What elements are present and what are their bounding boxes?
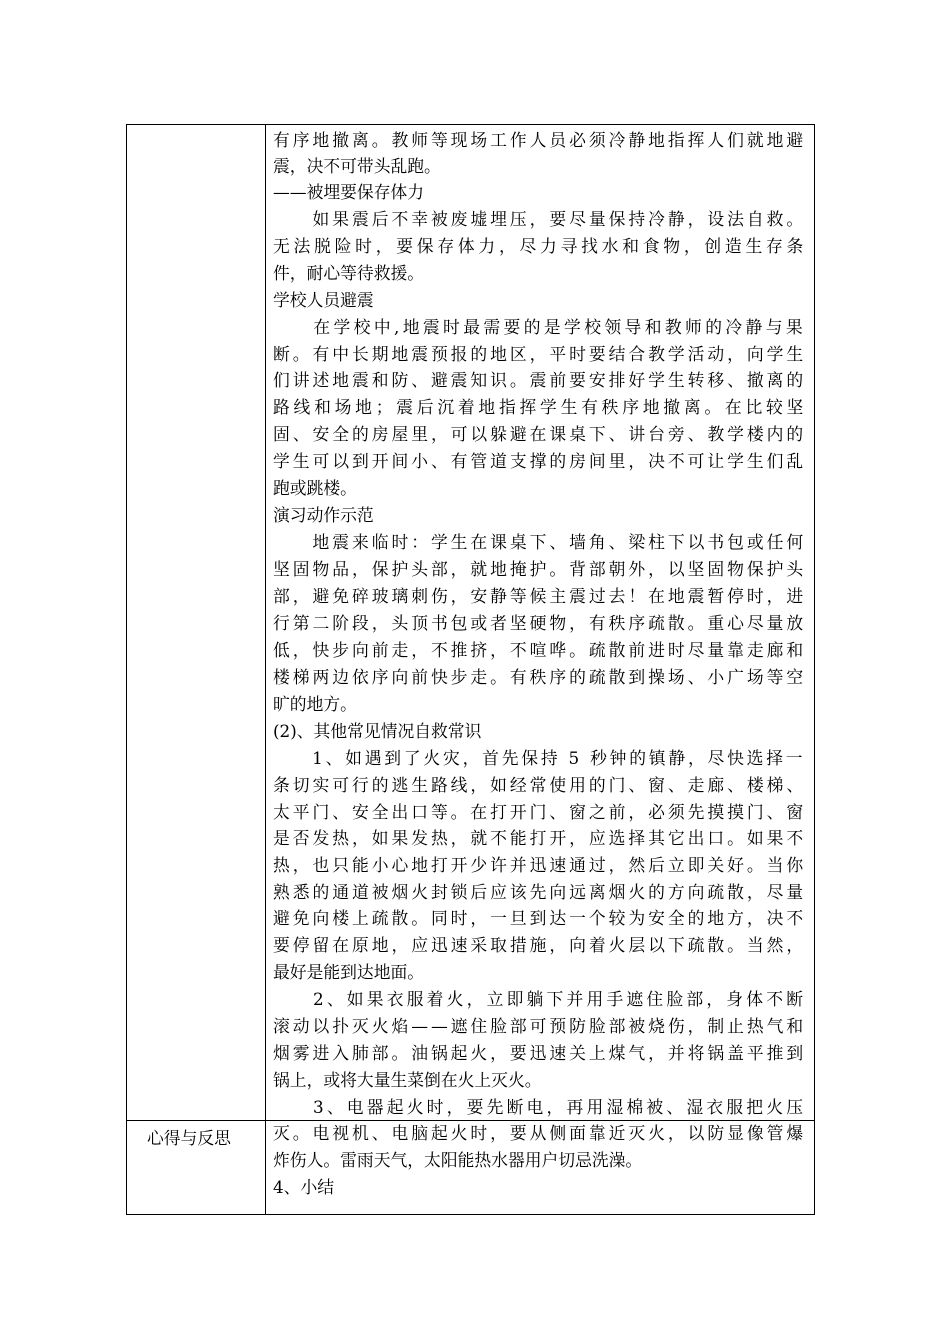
- text-line: 们讲述地震和防、避震知识。震前要安排好学生转移、撤离的: [273, 370, 807, 390]
- text-line: 在学校中,地震时最需要的是学校领导和教师的冷静与果: [273, 317, 807, 337]
- text-line: 楼梯两边依序向前快步走。有秩序的疏散到操场、小广场等空: [273, 667, 807, 687]
- text-line: 滚动以扑灭火焰——遮住脸部可预防脸部被烧伤，制止热气和: [273, 1016, 807, 1036]
- text-line: 1、如遇到了火灾，首先保持 5 秒钟的镇静，尽快选择一: [273, 748, 806, 768]
- text-line: 2、如果衣服着火，立即躺下并用手遮住脸部，身体不断: [273, 989, 807, 1009]
- text-line: 有序地撤离。教师等现场工作人员必须冷静地指挥人们就地避: [273, 130, 807, 150]
- text-line: 断。有中长期地震预报的地区，平时要结合教学活动，向学生: [273, 344, 807, 364]
- text-line: 烟雾进入肺部。油锅起火，要迅速关上煤气，并将锅盖平推到: [273, 1043, 807, 1063]
- text-line: 地震来临时：学生在课桌下、墙角、梁柱下以书包或任何: [273, 532, 807, 552]
- text-line: 灭。电视机、电脑起火时，要从侧面靠近灭火，以防显像管爆: [273, 1123, 807, 1143]
- text-line: 学生可以到开间小、有管道支撑的房间里，决不可让学生们乱: [273, 451, 807, 471]
- text-line: 行第二阶段，头顶书包或者坚硬物，有秩序疏散。重心尽量放: [273, 613, 807, 633]
- text-line: 坚固物品，保护头部，就地掩护。背部朝外，以坚固物保护头: [273, 559, 807, 579]
- text-line: 避免向楼上疏散。同时，一旦到达一个较为安全的地方，决不: [273, 908, 807, 928]
- text-line: 震，决不可带头乱跑。: [273, 156, 441, 176]
- text-line: 太平门、安全出口等。在打开门、窗之前，必须先摸摸门、窗: [273, 802, 807, 822]
- lesson-table: [126, 124, 815, 1215]
- text-line: 4、小结: [273, 1177, 335, 1197]
- text-line: 学校人员避震: [273, 290, 374, 310]
- text-line: 炸伤人。雷雨天气，太阳能热水器用户切忌洗澡。: [273, 1150, 643, 1170]
- text-line: 3、电器起火时，要先断电，再用湿棉被、湿衣服把火压: [273, 1097, 807, 1117]
- text-line: 如果震后不幸被废墟埋压，要尽量保持冷静，设法自救。: [273, 209, 807, 229]
- text-line: 路线和场地；震后沉着地指挥学生有秩序地撤离。在比较坚: [273, 397, 808, 417]
- text-line: 件，耐心等待救援。: [273, 263, 425, 283]
- text-line: 无法脱险时，要保存体力，尽力寻找水和食物，创造生存条: [273, 236, 808, 256]
- text-line: 最好是能到达地面。: [273, 962, 425, 982]
- text-line: 锅上，或将大量生菜倒在火上灭火。: [273, 1070, 542, 1090]
- text-line: 旷的地方。: [273, 694, 357, 714]
- text-line: 固、安全的房屋里，可以躲避在课桌下、讲台旁、教学楼内的: [273, 424, 807, 444]
- text-line: ——被埋要保存体力: [273, 182, 425, 202]
- text-line: (2)、其他常见情况自救常识: [273, 721, 482, 741]
- text-line: 部，避免碎玻璃刺伤，安静等候主震过去！在地震暂停时，进: [273, 586, 807, 606]
- text-line: 熟悉的通道被烟火封锁后应该先向远离烟火的方向疏散，尽量: [273, 882, 807, 902]
- text-line: 低，快步向前走，不推挤，不喧哗。疏散前进时尽量靠走廊和: [273, 640, 807, 660]
- text-line: 热，也只能小心地打开少许并迅速通过，然后立即关好。当你: [273, 855, 807, 875]
- text-line: 是否发热，如果发热，就不能打开，应选择其它出口。如果不: [273, 828, 807, 848]
- text-line: 跑或跳楼。: [273, 478, 357, 498]
- text-line: 要停留在原地，应迅速采取措施，向着火层以下疏散。当然，: [273, 935, 807, 955]
- text-line: 条切实可行的逃生路线，如经常使用的门、窗、走廊、楼梯、: [273, 775, 807, 795]
- text-line: 演习动作示范: [273, 505, 374, 525]
- reflection-label: 心得与反思: [147, 1128, 231, 1148]
- column-divider: [265, 125, 266, 1214]
